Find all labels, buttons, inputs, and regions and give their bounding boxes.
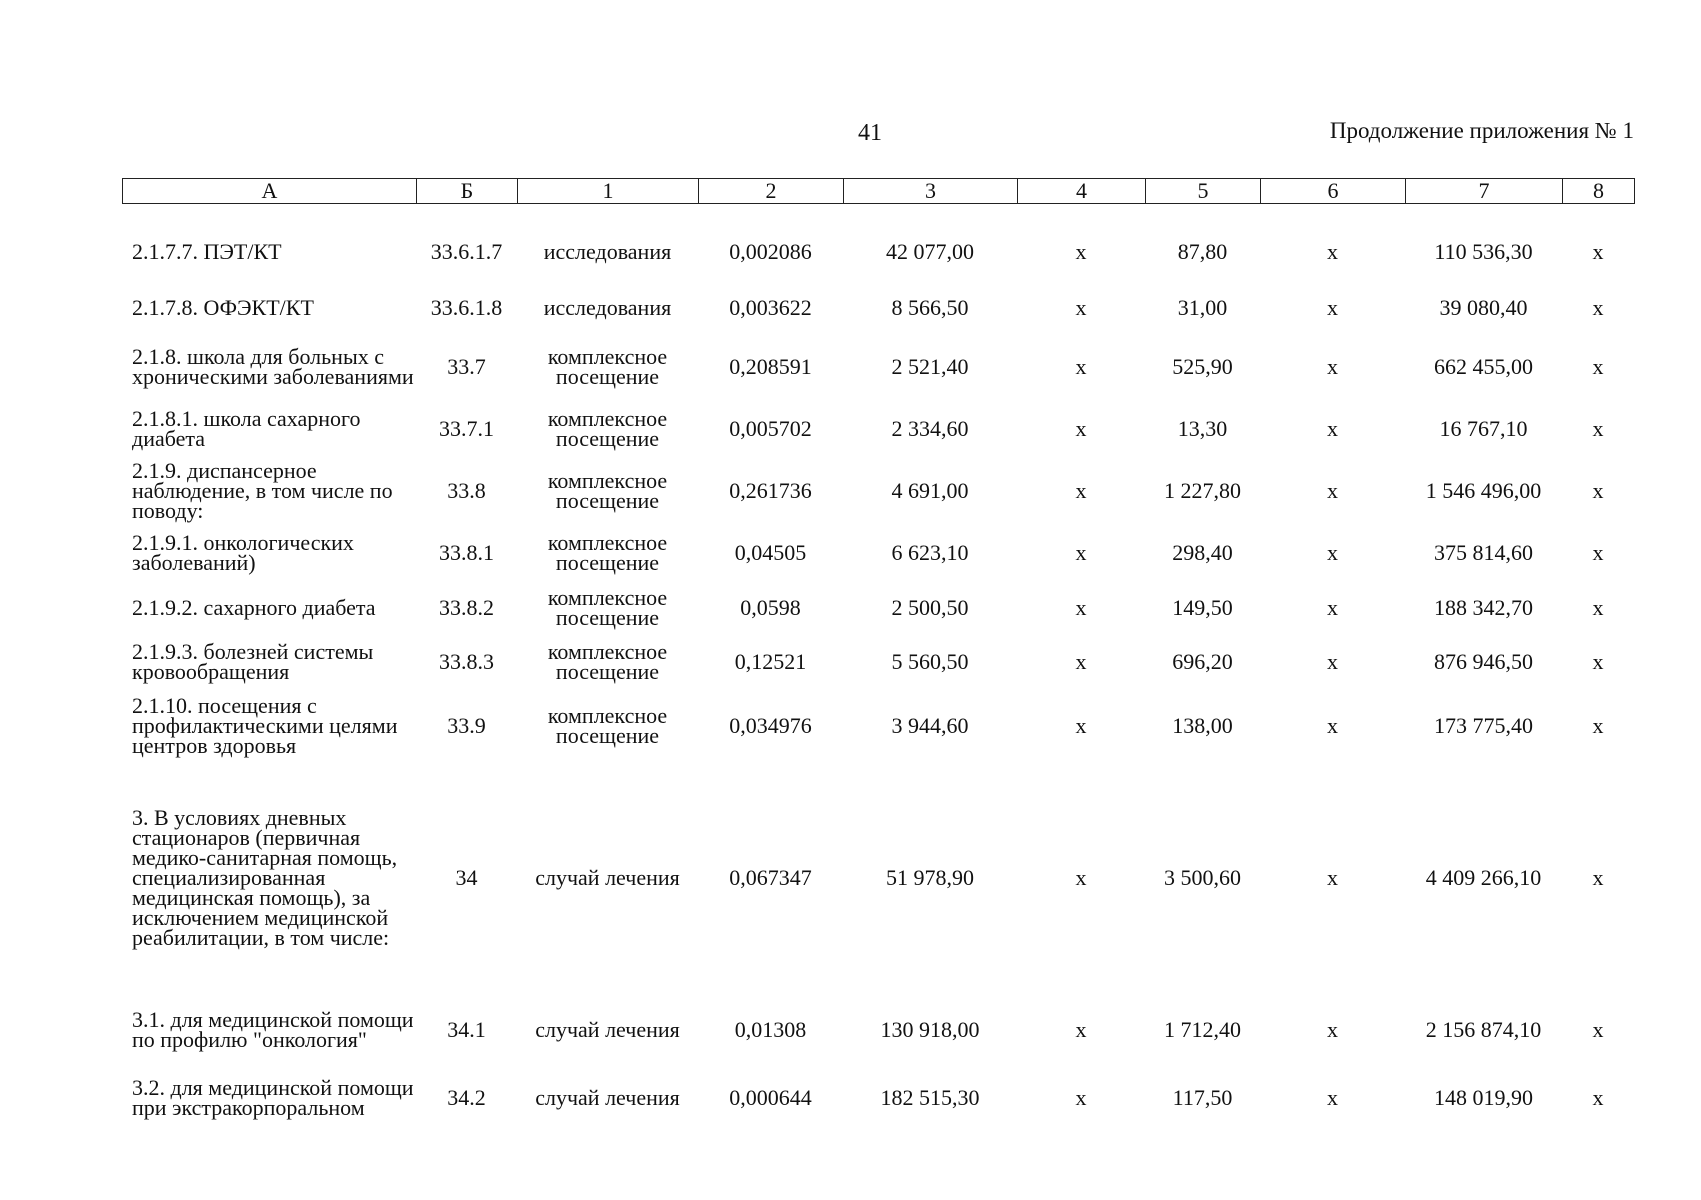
col-6: х [1327,713,1338,738]
col-4: х [1075,1017,1087,1042]
per-capita: 696,20 [1172,649,1233,674]
row-code: 33.9 [447,713,486,738]
column-header: Б [417,179,518,204]
row-code: 33.8.1 [439,540,494,565]
table-row [122,1066,1634,1130]
norm-volume: 0,002086 [729,239,812,264]
total-sum: 2 156 874,10 [1425,1017,1542,1042]
table-body [122,222,1634,1130]
per-capita: 525,90 [1172,354,1233,379]
column-header: 8 [1563,179,1635,204]
row-label: 3.2. для медицинской помощи при экстракорпоральном [132,1075,414,1120]
col-6: х [1327,540,1338,565]
per-capita: 31,00 [1177,295,1228,320]
norm-cost: 3 944,60 [891,713,969,738]
row-label: 2.1.10. посещения с профилактическими целями центров здоровья [132,693,398,758]
norm-volume: 0,003622 [729,295,812,320]
col-4: х [1075,239,1087,264]
table-row [122,458,1634,524]
unit: комплексное посещение [547,468,668,513]
total-sum: 173 775,40 [1434,713,1533,738]
total-sum: 375 814,60 [1434,540,1533,565]
per-capita: 1 712,40 [1164,1017,1241,1042]
norm-cost: 42 077,00 [886,239,974,264]
col-4: х [1075,713,1087,738]
column-header: 6 [1261,179,1406,204]
data-table [122,222,1634,1130]
norm-cost: 4 691,00 [891,478,969,503]
total-sum: 876 946,50 [1434,649,1533,674]
norm-volume: 0,04505 [734,540,807,565]
col-6: х [1327,239,1338,264]
column-header: 3 [844,179,1018,204]
unit: исследования [543,295,672,320]
table-row [122,994,1634,1066]
total-sum: 39 080,40 [1439,295,1528,320]
unit: комплексное посещение [547,639,668,684]
norm-volume: 0,261736 [729,478,812,503]
table-row [122,400,1634,458]
norm-cost: 5 560,50 [891,649,969,674]
norm-volume: 0,005702 [729,416,812,441]
per-capita: 87,80 [1177,239,1228,264]
col-4: х [1075,649,1087,674]
norm-cost: 8 566,50 [891,295,969,320]
table-row [122,582,1634,634]
col-6: х [1327,1085,1338,1110]
col-8: х [1592,295,1604,320]
column-header: А [123,179,417,204]
col-6: х [1327,295,1338,320]
col-8: х [1592,239,1604,264]
per-capita: 298,40 [1172,540,1233,565]
row-label: 2.1.9.3. болезней системы кровообращения [132,639,374,684]
table-row [122,634,1634,690]
norm-volume: 0,0598 [740,595,801,620]
unit: случай лечения [535,865,680,890]
unit: комплексное посещение [547,703,668,748]
page-number: 41 [858,120,882,146]
per-capita: 138,00 [1172,713,1233,738]
unit: случай лечения [535,1017,680,1042]
row-code: 34 [455,865,478,890]
col-8: х [1592,354,1604,379]
col-6: х [1327,1017,1338,1042]
unit: случай лечения [535,1085,680,1110]
col-6: х [1327,865,1338,890]
norm-cost: 51 978,90 [886,865,974,890]
total-sum: 4 409 266,10 [1425,865,1542,890]
norm-cost: 2 521,40 [891,354,969,379]
col-8: х [1592,649,1604,674]
col-4: х [1075,416,1087,441]
norm-cost: 2 500,50 [891,595,969,620]
continuation-label: Продолжение приложения № 1 [1329,118,1634,143]
column-header: 4 [1018,179,1146,204]
per-capita: 13,30 [1177,416,1228,441]
norm-cost: 182 515,30 [880,1085,980,1110]
table-row [122,524,1634,582]
per-capita: 1 227,80 [1164,478,1241,503]
col-8: х [1592,713,1604,738]
row-label: 2.1.8. школа для больных с хроническими заболеваниями [132,344,414,389]
row-label: 3.1. для медицинской помощи по профилю "онкология" [132,1007,414,1052]
per-capita: 3 500,60 [1164,865,1241,890]
column-header: 7 [1406,179,1563,204]
row-label: 2.1.8.1. школа сахарного диабета [132,406,361,451]
norm-volume: 0,034976 [729,713,812,738]
norm-volume: 0,01308 [734,1017,807,1042]
row-label: 2.1.9.1. онкологических заболеваний) [132,530,354,575]
col-4: х [1075,354,1087,379]
row-label: 2.1.7.7. ПЭТ/КТ [132,239,282,264]
norm-volume: 0,12521 [734,649,807,674]
col-6: х [1327,354,1338,379]
col-4: х [1075,595,1087,620]
norm-cost: 6 623,10 [891,540,969,565]
col-4: х [1075,1085,1087,1110]
table-row [122,762,1634,994]
col-8: х [1592,540,1604,565]
row-label: 2.1.7.8. ОФЭКТ/КТ [132,295,314,320]
column-header-table [122,178,1635,204]
norm-cost: 2 334,60 [891,416,969,441]
column-header: 5 [1146,179,1261,204]
col-8: х [1592,478,1604,503]
col-4: х [1075,865,1087,890]
row-code: 33.8 [447,478,486,503]
norm-volume: 0,000644 [729,1085,812,1110]
table-row [122,690,1634,762]
col-6: х [1327,416,1338,441]
column-header: 1 [518,179,699,204]
table-row [122,222,1634,282]
col-8: х [1592,865,1604,890]
row-code: 33.8.2 [439,595,494,620]
col-4: х [1075,540,1087,565]
col-8: х [1592,416,1604,441]
col-8: х [1592,1085,1604,1110]
col-8: х [1592,1017,1604,1042]
per-capita: 149,50 [1172,595,1233,620]
norm-volume: 0,067347 [729,865,812,890]
row-code: 33.7.1 [439,416,494,441]
column-header-row [123,179,1635,204]
norm-volume: 0,208591 [729,354,812,379]
col-6: х [1327,478,1338,503]
row-code: 33.6.1.8 [430,295,503,320]
row-code: 34.1 [447,1017,486,1042]
row-code: 33.7 [447,354,486,379]
total-sum: 110 536,30 [1434,239,1533,264]
col-4: х [1075,478,1087,503]
col-8: х [1592,595,1604,620]
row-label: 3. В условиях дневных стационаров (первичная медико-санитарная помощь, специализированная медицинская помощь), за исключением медицинской реабилитации, в том числе: [132,805,398,950]
row-label: 2.1.9.2. сахарного диабета [132,595,376,620]
column-header: 2 [699,179,844,204]
unit: комплексное посещение [547,530,668,575]
total-sum: 188 342,70 [1434,595,1533,620]
total-sum: 1 546 496,00 [1425,478,1542,503]
total-sum: 148 019,90 [1434,1085,1533,1110]
unit: комплексное посещение [547,585,668,630]
total-sum: 662 455,00 [1434,354,1533,379]
unit: комплексное посещение [547,406,668,451]
table-row [122,282,1634,334]
row-code: 33.8.3 [439,649,494,674]
total-sum: 16 767,10 [1439,416,1528,441]
col-6: х [1327,595,1338,620]
unit: исследования [543,239,672,264]
col-6: х [1327,649,1338,674]
row-code: 34.2 [447,1085,486,1110]
table-row [122,334,1634,400]
norm-cost: 130 918,00 [880,1017,980,1042]
row-code: 33.6.1.7 [430,239,503,264]
row-label: 2.1.9. диспансерное наблюдение, в том числе по поводу: [132,458,393,523]
col-4: х [1075,295,1087,320]
per-capita: 117,50 [1172,1085,1233,1110]
unit: комплексное посещение [547,344,668,389]
